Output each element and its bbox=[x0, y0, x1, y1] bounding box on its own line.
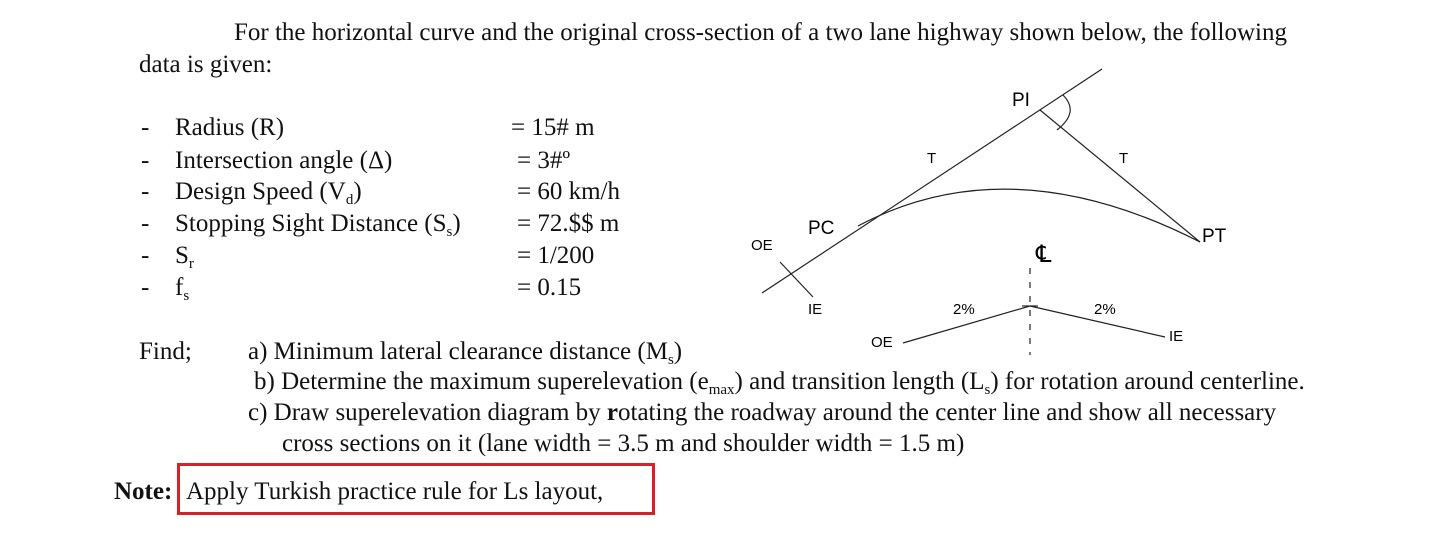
given-value-design-speed: = 60 km/h bbox=[517, 178, 620, 205]
ie-curve-label: IE bbox=[808, 301, 823, 318]
given-label-fs: $f_s$ bbox=[175, 274, 190, 304]
given-value-sr: = 1/200 bbox=[517, 242, 595, 269]
pt-label: PT bbox=[1202, 226, 1227, 247]
list-bullet: - bbox=[141, 114, 150, 141]
given-label-radius: Radius (R) bbox=[175, 114, 285, 141]
given-label-sr: $S_r$ bbox=[175, 242, 194, 272]
deflection-angle-arc bbox=[1057, 95, 1070, 130]
slope-left-label: 2% bbox=[953, 301, 975, 318]
given-value-intersection-angle: = 3#º bbox=[517, 147, 571, 174]
list-bullet: - bbox=[141, 210, 150, 237]
question-c-line-2: cross sections on it (lane width = 3.5 m and shoulder width = 1.5 m) bbox=[282, 430, 965, 457]
find-label: Find; bbox=[139, 338, 192, 365]
question-c-line-1: c) Draw superelevation diagram by rotating the roadway around the center line and show all necessary bbox=[248, 399, 1277, 426]
given-label-stopping-sight-distance: Stopping Sight Distance $(S_s)$ bbox=[175, 210, 461, 240]
given-value-radius: = 15# m bbox=[511, 114, 595, 141]
tangent-label-right: T bbox=[1119, 150, 1129, 167]
question-b: b) Determine the maximum superelevation $(e_{max})$ and transition length $(L_s)$ for rotation around centerline. bbox=[254, 368, 1305, 398]
question-a: a) Minimum lateral clearance distance $(M_s)$ bbox=[248, 338, 683, 368]
slope-right-label: 2% bbox=[1094, 301, 1116, 318]
list-bullet: - bbox=[141, 147, 150, 174]
oe-ie-section-line bbox=[780, 262, 813, 297]
list-bullet: - bbox=[141, 242, 150, 269]
list-bullet: - bbox=[141, 274, 150, 301]
given-value-fs: = 0.15 bbox=[517, 274, 582, 301]
horizontal-curve-arc bbox=[858, 189, 1200, 242]
given-value-stopping-sight-distance: = 72.$$ m bbox=[517, 210, 620, 237]
list-bullet: - bbox=[141, 178, 150, 205]
forward-tangent-line bbox=[1040, 110, 1200, 242]
intro-line-2: data is given: bbox=[139, 51, 273, 78]
tangent-label-left: T bbox=[927, 150, 937, 167]
oe-section-label: OE bbox=[871, 334, 893, 351]
given-label-design-speed: Design Speed $(V_d)$ bbox=[175, 178, 362, 208]
note-label: Note: bbox=[114, 478, 173, 505]
oe-curve-label: OE bbox=[751, 237, 773, 254]
pc-label: PC bbox=[808, 218, 835, 239]
given-label-intersection-angle: Intersection angle (Δ) bbox=[175, 147, 393, 174]
pi-label: PI bbox=[1012, 90, 1030, 111]
note-text: Apply Turkish practice rule for Ls layout, bbox=[186, 478, 604, 505]
intro-line-1: For the horizontal curve and the original cross-section of a two lane highway shown below, the following bbox=[234, 19, 1287, 46]
centerline-symbol: ℄ bbox=[1036, 241, 1052, 268]
ie-section-label: IE bbox=[1169, 328, 1184, 345]
